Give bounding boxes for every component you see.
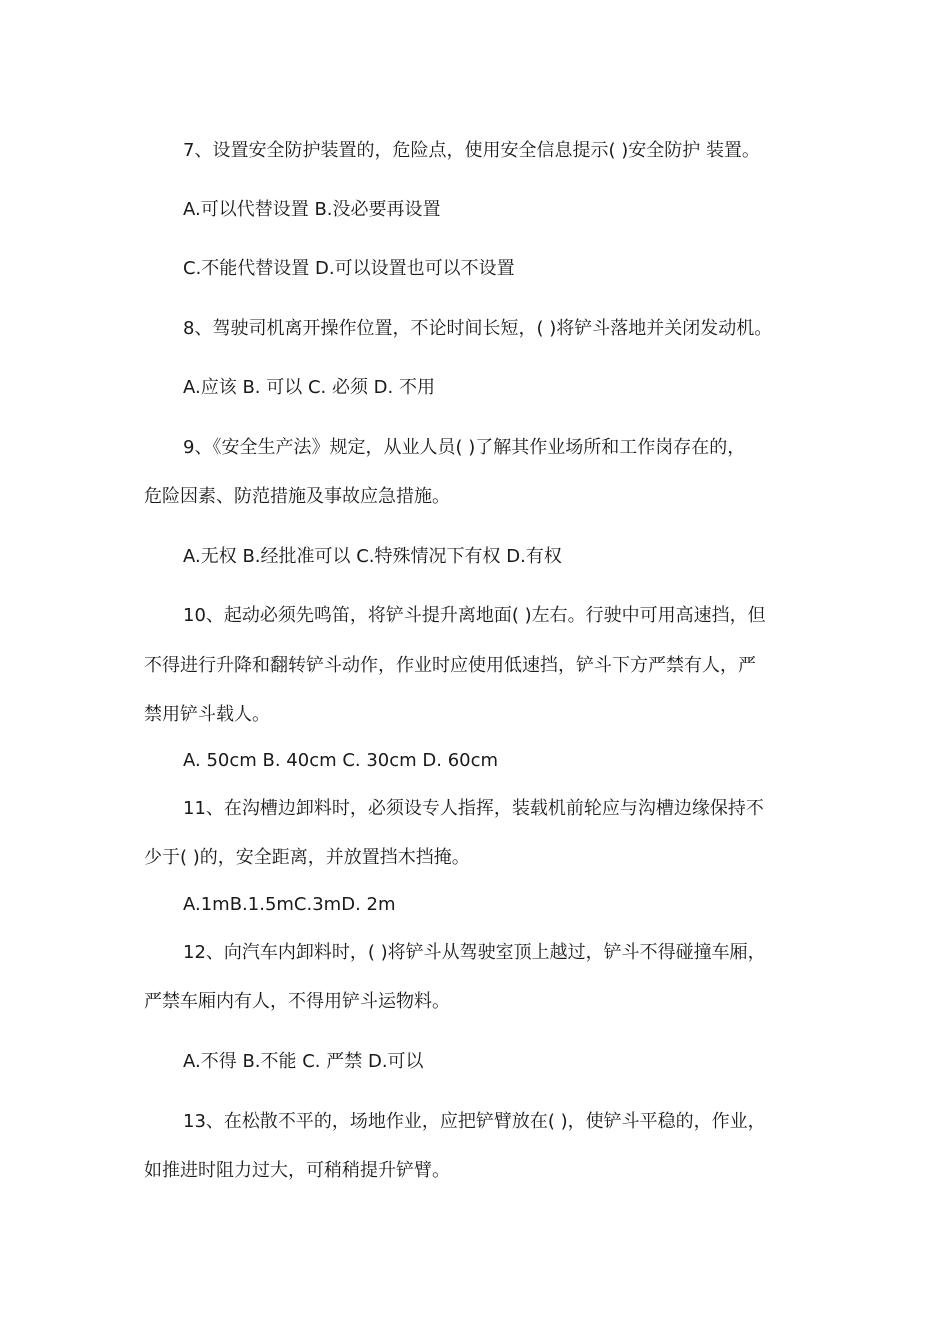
question-9-text-line-1: 9、《安全生产法》规定，从业人员( )了解其作业场所和工作岗存在的， [183, 437, 746, 458]
question-7-text: 7、设置安全防护装置的，危险点，使用安全信息提示( )安全防护 装置。 [183, 140, 760, 161]
question-9-text-line-2: 危险因素、防范措施及事故应急措施。 [144, 486, 450, 507]
question-10-text-line-1: 10、起动必须先鸣笛，将铲斗提升离地面( )左右。行驶中可用高速挡，但 [183, 605, 766, 626]
question-7-options-cd: C.不能代替设置 D.可以设置也可以不设置 [183, 258, 515, 279]
question-9-options: A.无权 B.经批准可以 C.特殊情况下有权 D.有权 [183, 546, 562, 567]
question-8-text: 8、驾驶司机离开操作位置，不论时间长短，( )将铲斗落地并关闭发动机。 [183, 318, 773, 339]
question-8-options: A.应该 B. 可以 C. 必须 D. 不用 [183, 377, 435, 398]
question-13-text-line-1: 13、在松散不平的，场地作业，应把铲臂放在( )，使铲斗平稳的，作业， [183, 1111, 766, 1132]
question-10-options: A. 50cm B. 40cm C. 30cm D. 60cm [183, 750, 499, 771]
question-10-text-line-2: 不得进行升降和翻转铲斗动作，作业时应使用低速挡，铲斗下方严禁有人，严 [144, 655, 756, 676]
question-10-text-line-3: 禁用铲斗载人。 [144, 704, 270, 725]
question-12-text-line-1: 12、向汽车内卸料时，( )将铲斗从驾驶室顶上越过，铲斗不得碰撞车厢， [183, 942, 766, 963]
question-12-text-line-2: 严禁车厢内有人，不得用铲斗运物料。 [144, 991, 450, 1012]
question-11-text-line-2: 少于( )的，安全距离，并放置挡木挡掩。 [144, 847, 470, 868]
question-7-options-ab: A.可以代替设置 B.没必要再设置 [183, 199, 441, 220]
question-11-options: A.1mB.1.5mC.3mD. 2m [183, 894, 396, 915]
question-11-text-line-1: 11、在沟槽边卸料时，必须设专人指挥，装载机前轮应与沟槽边缘保持不 [183, 798, 764, 819]
question-13-text-line-2: 如推进时阻力过大，可稍稍提升铲臂。 [144, 1160, 450, 1181]
question-12-options: A.不得 B.不能 C. 严禁 D.可以 [183, 1051, 424, 1072]
